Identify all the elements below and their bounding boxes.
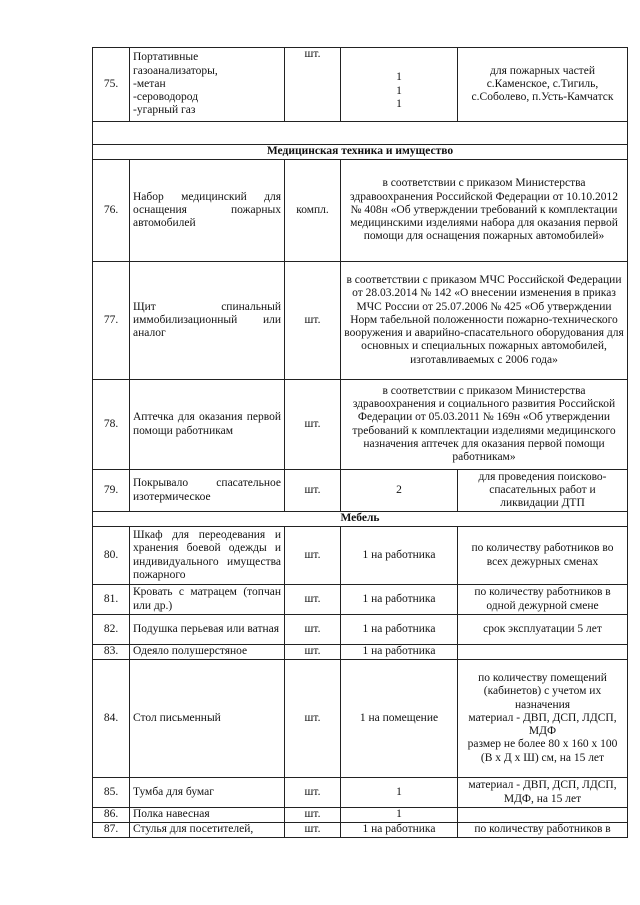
item-name: Стулья для посетителей, bbox=[130, 823, 285, 838]
equipment-table bbox=[92, 47, 628, 838]
item-name: Портативные газоанализаторы, -метан -сероводород -угарный газ bbox=[130, 48, 285, 122]
item-name: Кровать с матрацем (топчан или др.) bbox=[130, 585, 285, 615]
table-row bbox=[93, 823, 628, 838]
table-row bbox=[93, 660, 628, 778]
row-number: 85. bbox=[93, 778, 130, 808]
item-note: в соответствии с приказом МЧС Российской Федерации от 28.03.2014 № 142 «О внесении изменения в приказ МЧС России от 25.07.2006 № 425 «Об утверждении Норм табельной положенности пожарно-технического вооружения и аварийно-спасательного оборудования для основных и специальных пожарных автомобилей, изготавливаемых с 2006 года» bbox=[341, 262, 628, 380]
item-unit: шт. bbox=[285, 585, 341, 615]
item-note: для пожарных частей с.Каменское, с.Тигиль, с.Соболево, п.Усть-Камчатск bbox=[458, 48, 628, 122]
table-row bbox=[93, 808, 628, 823]
item-qty: 1 1 1 bbox=[341, 48, 458, 122]
table-row bbox=[93, 470, 628, 512]
section-heading: Мебель bbox=[93, 512, 628, 527]
item-name: Подушка перьевая или ватная bbox=[130, 615, 285, 645]
table-row bbox=[93, 615, 628, 645]
item-note: по количеству работников во всех дежурных сменах bbox=[458, 527, 628, 585]
item-unit: шт. bbox=[285, 48, 341, 122]
item-unit: компл. bbox=[285, 160, 341, 262]
row-number: 84. bbox=[93, 660, 130, 778]
item-qty: 1 на работника bbox=[341, 645, 458, 660]
item-note bbox=[458, 645, 628, 660]
row-number: 80. bbox=[93, 527, 130, 585]
item-unit: шт. bbox=[285, 808, 341, 823]
item-name: Аптечка для оказания первой помощи работникам bbox=[130, 380, 285, 470]
item-unit: шт. bbox=[285, 380, 341, 470]
item-unit: шт. bbox=[285, 823, 341, 838]
table-row bbox=[93, 48, 628, 122]
row-number: 79. bbox=[93, 470, 130, 512]
row-number: 83. bbox=[93, 645, 130, 660]
item-qty: 1 на помещение bbox=[341, 660, 458, 778]
item-name: Набор медицинский для оснащения пожарных автомобилей bbox=[130, 160, 285, 262]
item-qty: 2 bbox=[341, 470, 458, 512]
item-note bbox=[458, 808, 628, 823]
row-number: 77. bbox=[93, 262, 130, 380]
table-row bbox=[93, 262, 628, 380]
item-name: Полка навесная bbox=[130, 808, 285, 823]
item-name: Покрывало спасательное изотермическое bbox=[130, 470, 285, 512]
item-unit: шт. bbox=[285, 615, 341, 645]
item-name: Шкаф для переодевания и хранения боевой одежды и индивидуального имущества пожарного bbox=[130, 527, 285, 585]
section-heading: Медицинская техника и имущество bbox=[93, 145, 628, 160]
table-row bbox=[93, 778, 628, 808]
table-row bbox=[93, 380, 628, 470]
item-note: для проведения поисково-спасательных работ и ликвидации ДТП bbox=[458, 470, 628, 512]
item-unit: шт. bbox=[285, 645, 341, 660]
item-unit: шт. bbox=[285, 470, 341, 512]
item-note: срок эксплуатации 5 лет bbox=[458, 615, 628, 645]
item-note: материал - ДВП, ДСП, ЛДСП, МДФ, на 15 лет bbox=[458, 778, 628, 808]
item-note: по количеству работников в bbox=[458, 823, 628, 838]
item-note: в соответствии с приказом Министерства здравоохранения и социального развития Российской Федерации от 05.03.2011 № 169н «Об утверждении требований к комплектации изделиями медицинского назначения аптечек для оказания первой помощи работникам» bbox=[341, 380, 628, 470]
item-name: Одеяло полушерстяное bbox=[130, 645, 285, 660]
row-number: 86. bbox=[93, 808, 130, 823]
item-unit: шт. bbox=[285, 262, 341, 380]
item-qty: 1 на работника bbox=[341, 585, 458, 615]
item-note: в соответствии с приказом Министерства здравоохранения Российской Федерации от 10.10.2012 № 408н «Об утверждении требований к комплектации медицинскими изделиями набора для оказания первой помощи для оснащения пожарных автомобилей» bbox=[341, 160, 628, 262]
item-name: Тумба для бумаг bbox=[130, 778, 285, 808]
item-unit: шт. bbox=[285, 660, 341, 778]
item-unit: шт. bbox=[285, 527, 341, 585]
row-number: 75. bbox=[93, 48, 130, 122]
table-row bbox=[93, 527, 628, 585]
item-qty: 1 на работника bbox=[341, 823, 458, 838]
item-note: по количеству работников в одной дежурной смене bbox=[458, 585, 628, 615]
item-qty: 1 на работника bbox=[341, 527, 458, 585]
item-note: по количеству помещений (кабинетов) с учетом их назначения материал - ДВП, ДСП, ЛДСП, МДФ размер не более 80 х 160 х 100 (В х Д х Ш) см, на 15 лет bbox=[458, 660, 628, 778]
item-qty: 1 на работника bbox=[341, 615, 458, 645]
table-row bbox=[93, 160, 628, 262]
table-row bbox=[93, 645, 628, 660]
section-heading-row bbox=[93, 512, 628, 527]
table-row bbox=[93, 585, 628, 615]
item-qty: 1 bbox=[341, 808, 458, 823]
item-unit: шт. bbox=[285, 778, 341, 808]
section-heading-row bbox=[93, 145, 628, 160]
spacer-row bbox=[93, 122, 628, 145]
row-number: 78. bbox=[93, 380, 130, 470]
row-number: 87. bbox=[93, 823, 130, 838]
row-number: 76. bbox=[93, 160, 130, 262]
item-qty: 1 bbox=[341, 778, 458, 808]
row-number: 82. bbox=[93, 615, 130, 645]
item-name: Стол письменный bbox=[130, 660, 285, 778]
row-number: 81. bbox=[93, 585, 130, 615]
item-name: Щит спинальный иммобилизационный или аналог bbox=[130, 262, 285, 380]
